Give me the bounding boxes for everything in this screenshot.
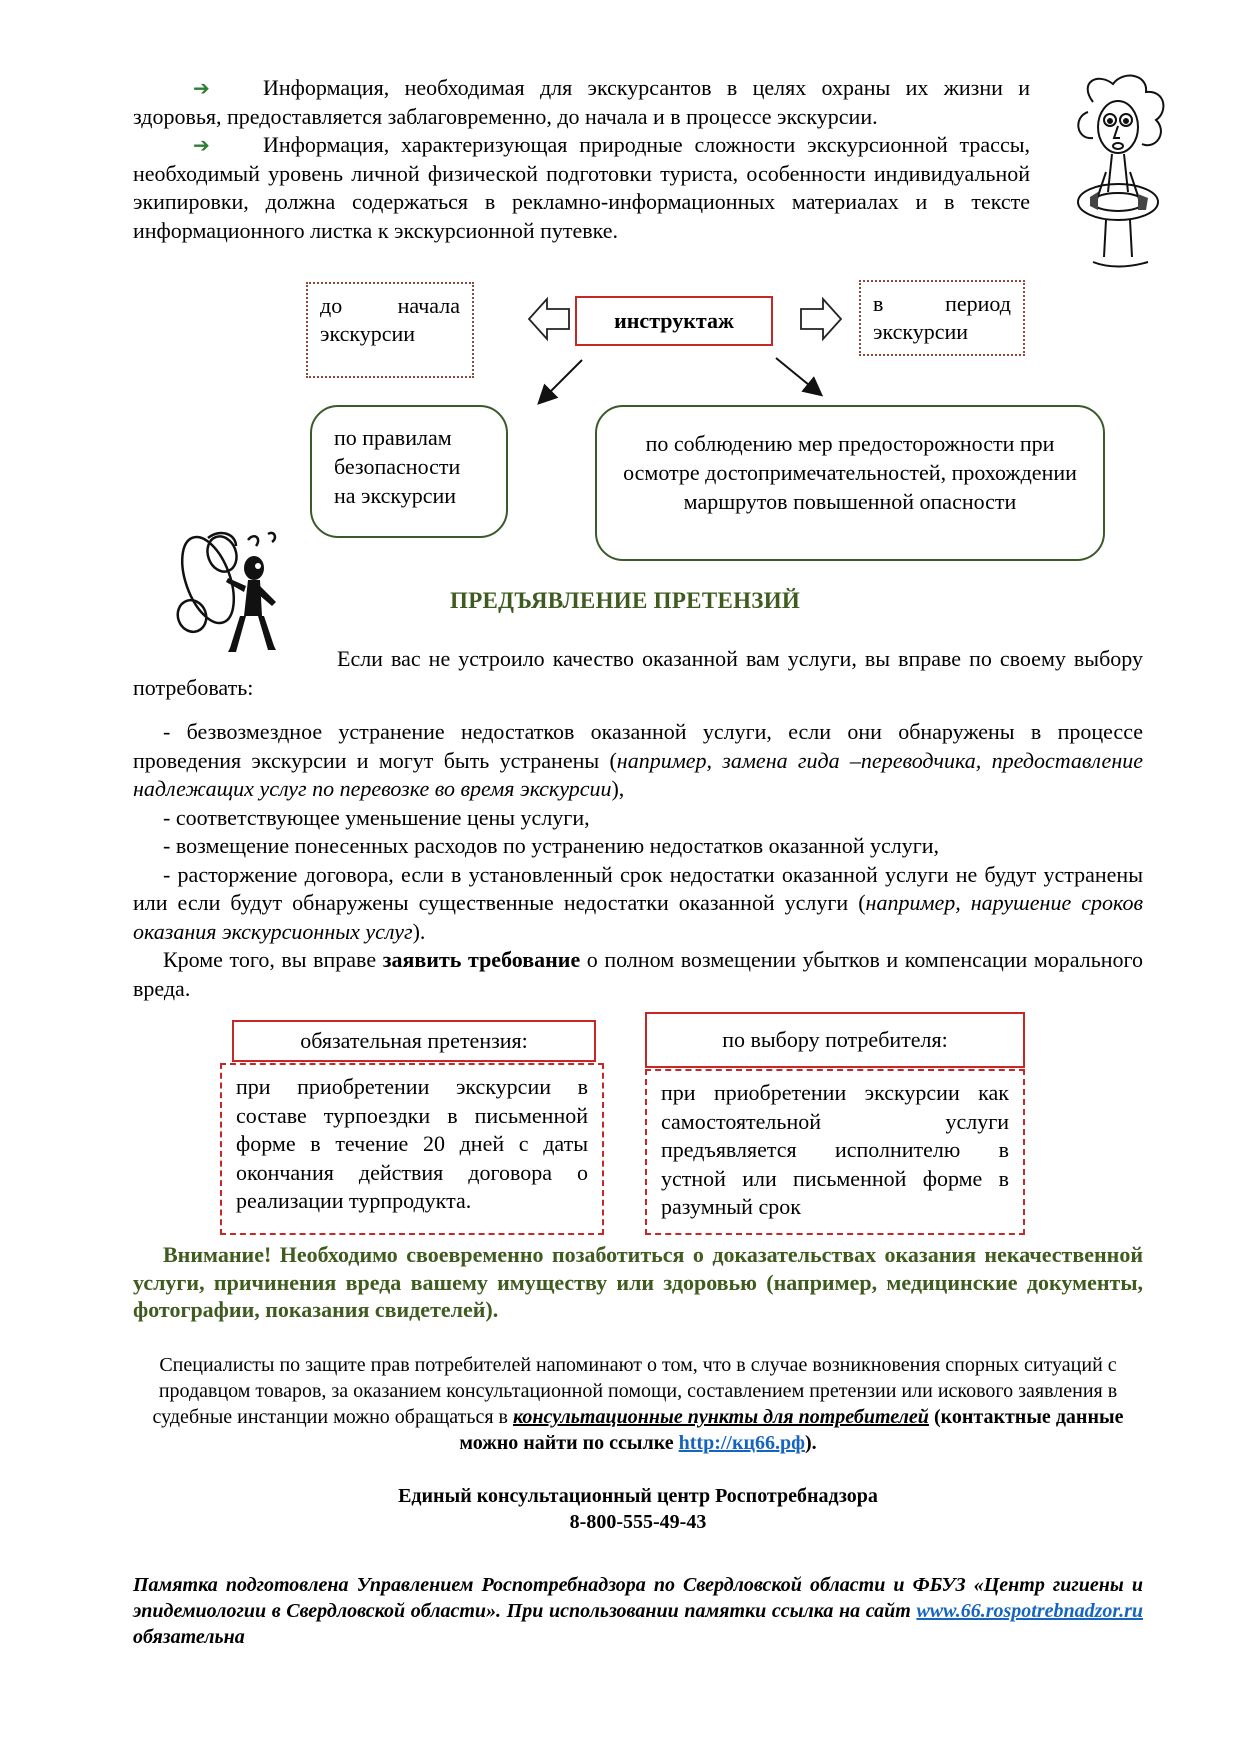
consultation-center-name: Единый консультационный центр Роспотребнадзора [398,1485,878,1507]
mandatory-claim-header: обязательная претензия: [232,1020,596,1062]
claim-item-1: - безвозмездное устранение недостатков оказанной услуги, если они обнаружены в процессе проведения экскурсии и могут быть устранены (например, замена гида –переводчика, предоставление надлежащих услуг по перевозке во время экскурсии), [133,719,1143,801]
claim-item-2: - соответствующее уменьшение цены услуги, [163,804,590,830]
specialists-paragraph: Специалисты по защите прав потребителей напоминают о том, что в случае возникновения спорных ситуаций с продавцом товаров, за оказанием консультационной помощи, составлением претензии или искового заявления в судебные инстанции можно обращаться в консультационные пункты для потребителей (контактные данные можно найти по ссылке http://кц66.рф). [152,1354,1124,1454]
box-safety-rules: по правилам безопасности на экскурсии [310,405,508,538]
consultation-points-link[interactable]: консультационные пункты для потребителей [512,1406,929,1428]
claim-extra: Кроме того, вы вправе заявить требование о полном возмещении убытков и компенсации морального вреда. [133,947,1144,1001]
hollow-arrow-right-icon [799,295,843,343]
hollow-arrow-left-icon [527,295,571,343]
box-precautions: по соблюдению мер предосторожности при осмотре достопримечательностей, прохождении маршрутов повышенной опасности [595,405,1105,561]
section-title: ПРЕДЪЯВЛЕНИЕ ПРЕТЕНЗИЙ [450,588,801,613]
consultation-center-phone: 8-800-555-49-43 [569,1511,707,1533]
green-arrow-icon: ➔ [193,76,210,100]
intro-paragraph-2: ➔ Информация, характеризующая природные сложности экскурсионной трассы, необходимый уровень личной физической подготовки туриста, особенности индивидуальной экипировки, должна содержаться в рекламно-информационных материалах и в тексте информационного листка к экскурсионной путевке. [133,132,1030,243]
consumer-choice-body: при приобретении экскурсии как самостоятельной услуги предъявляется исполнителю в устной или письменной форме в разумный срок [645,1069,1025,1235]
claim-item-3: - возмещение понесенных расходов по устранению недостатков оказанной услуги, [163,833,940,858]
footer-note: Памятка подготовлена Управлением Роспотребнадзора по Свердловской области и ФБУЗ «Центр гигиены и эпидемиологии в Свердловской области». При использовании памятки ссылка на сайт www.66.rospotrebnadzor.ru обязательна [133,1574,1143,1648]
worried-person-illustration [1068,72,1180,276]
warning-text: Внимание! Необходимо своевременно позаботиться о доказательствах оказания некачественной услуги, причинения вреда вашему имуществу или здоровью (например, медицинские документы, фотографии, показания свидетелей). [133,1242,1143,1322]
rospotrebnadzor-site-link[interactable]: www.66.rospotrebnadzor.ru [916,1600,1143,1622]
box-before-excursion: до начала экскурсии [306,282,474,378]
claims-lead: Если вас не устроило качество оказанной вам услуги, вы вправе по своему выбору потребовать: [133,646,1143,700]
instruction-box: инструктаж [575,296,773,346]
green-arrow-icon: ➔ [193,133,210,157]
box-during-excursion: в период экскурсии [859,280,1025,356]
consumer-choice-header: по выбору потребителя: [645,1012,1025,1068]
diagram-arrows [530,350,830,410]
claim-item-4: - расторжение договора, если в установленный срок недостатки оказанной услуги не будут устранены или если будут обнаружены существенные недостатки оказанной услуги (например, нарушение сроков оказания экскурсионных услуг). [133,861,1143,944]
claims-list [133,718,1143,1003]
mandatory-claim-body: при приобретении экскурсии в составе турпоездки в письменной форме в течение 20 дней с даты окончания действия договора о реализации турпродукта. [220,1063,604,1235]
kc66-link[interactable]: http://кц66.рф [678,1432,805,1454]
consultation-center [133,1483,1143,1535]
intro-paragraph-1: ➔ Информация, необходимая для экскурсантов в целях охраны их жизни и здоровья, предоставляется заблаговременно, до начала и в процессе экскурсии. [133,75,1030,129]
